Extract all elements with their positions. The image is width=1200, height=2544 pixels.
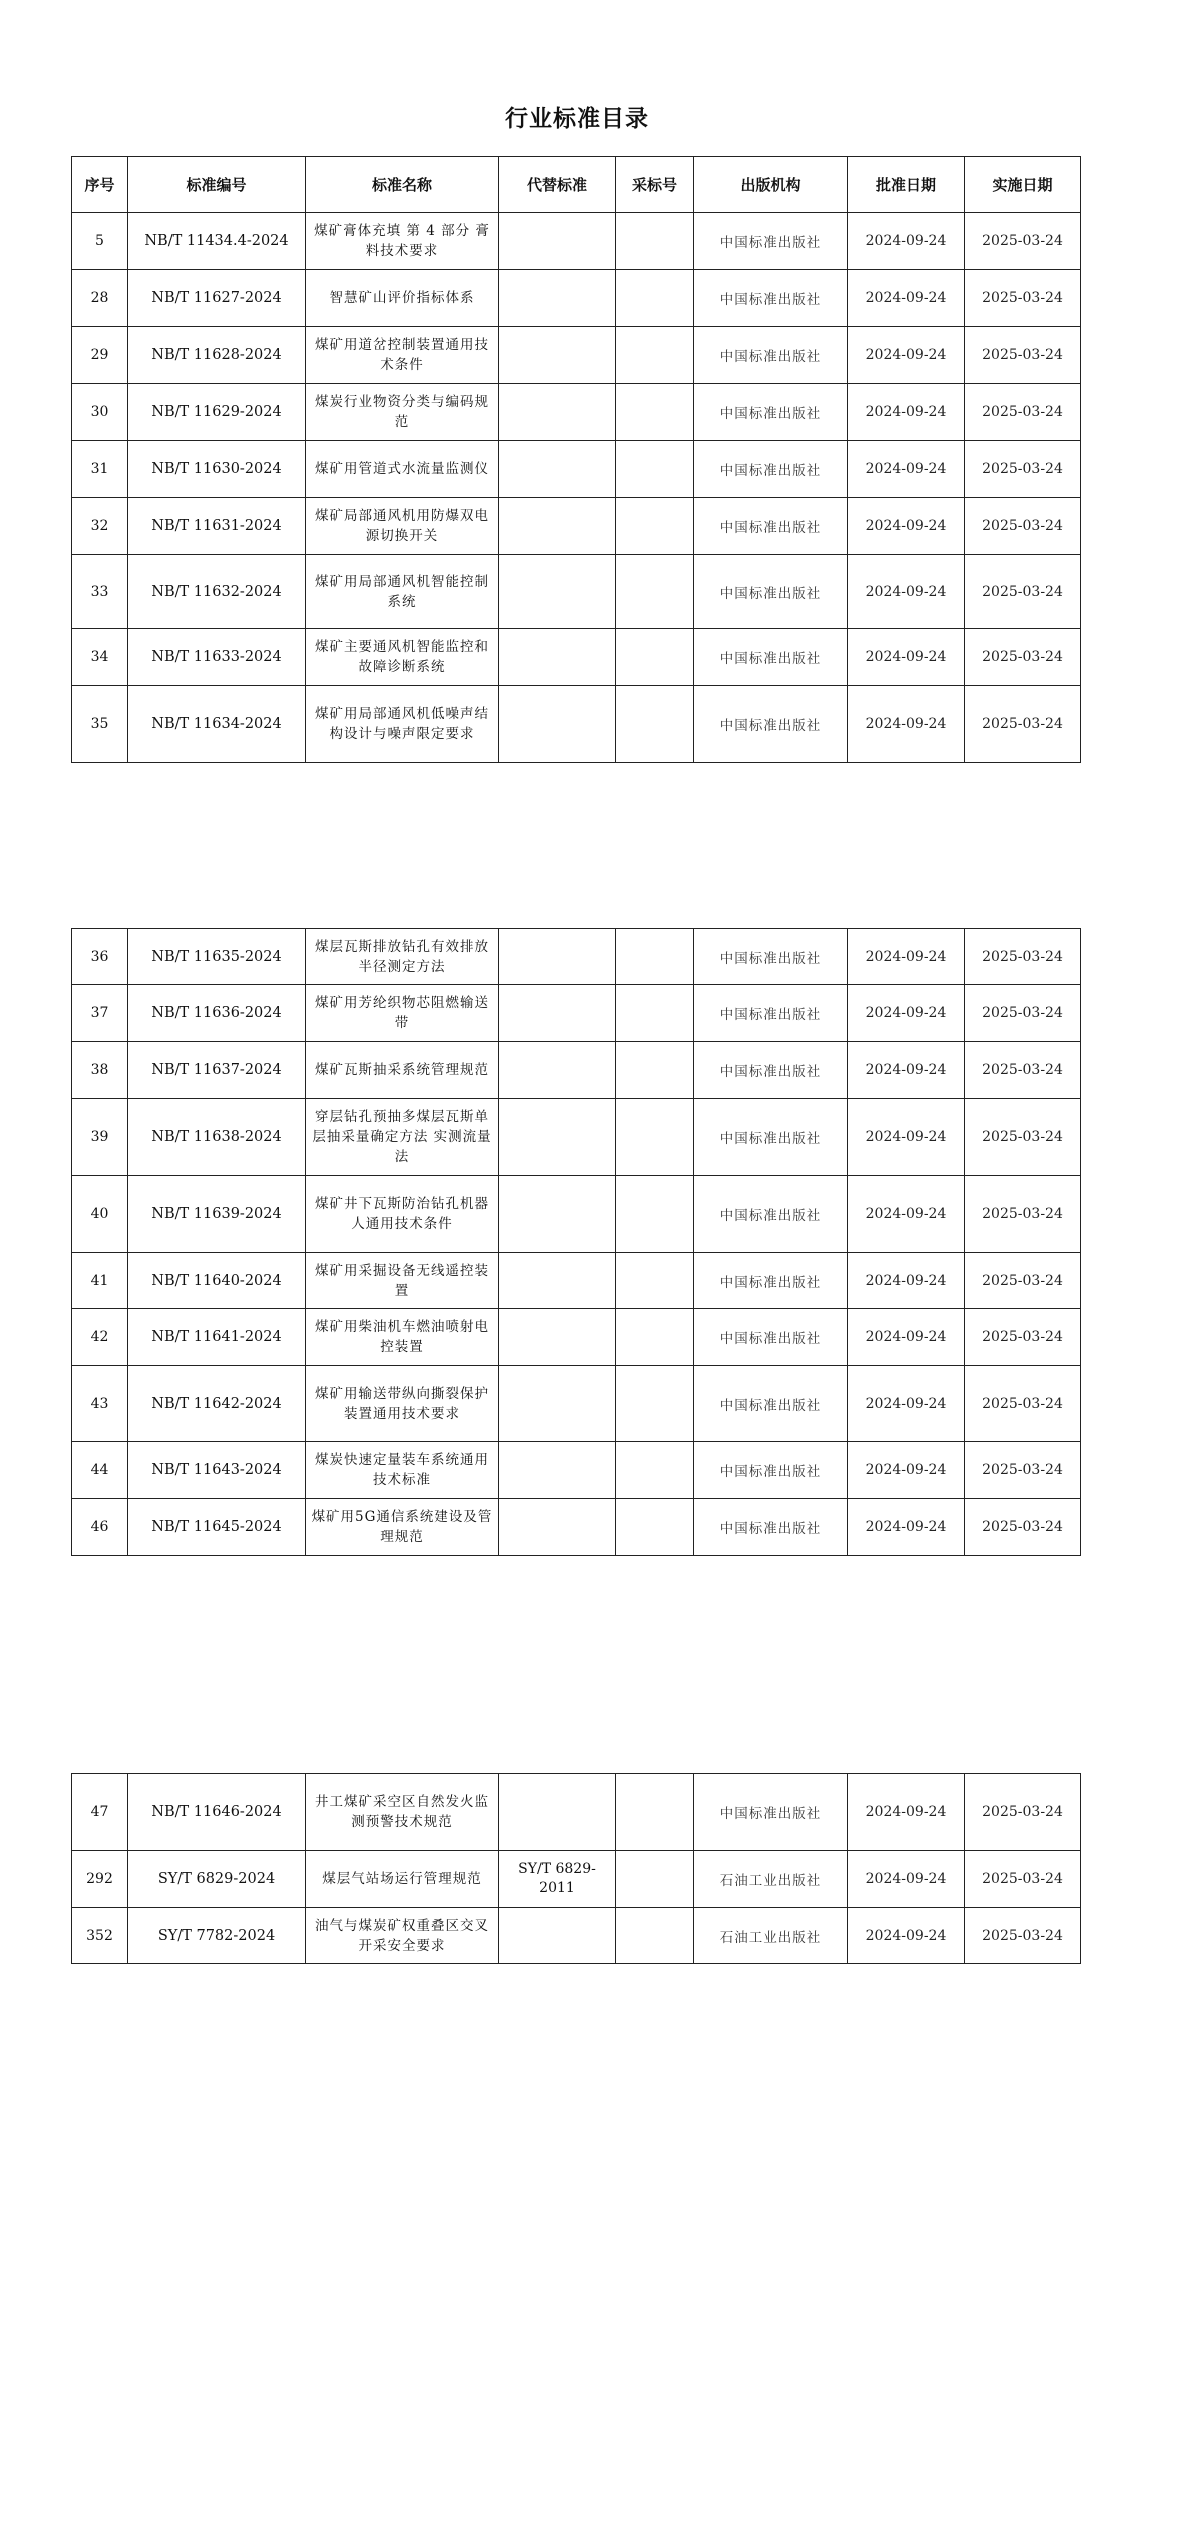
cell-replaces: [499, 270, 616, 327]
cell-publisher: 中国标准出版社: [694, 384, 848, 441]
cell-approve-date: 2024-09-24: [848, 213, 965, 270]
cell-code: NB/T 11632-2024: [128, 555, 306, 629]
cell-no: 32: [72, 498, 128, 555]
cell-replaces: [499, 498, 616, 555]
cell-approve-date: 2024-09-24: [848, 1099, 965, 1176]
table-row: [72, 629, 1081, 686]
cell-replaces: [499, 629, 616, 686]
cell-publisher: 中国标准出版社: [694, 686, 848, 763]
cell-replaces: SY/T 6829-2011: [499, 1851, 616, 1908]
standards-table-2: [71, 928, 1081, 1556]
cell-replaces: [499, 686, 616, 763]
cell-no: 33: [72, 555, 128, 629]
cell-no: 46: [72, 1499, 128, 1556]
cell-approve-date: 2024-09-24: [848, 1499, 965, 1556]
cell-name: 煤矿用输送带纵向撕裂保护装置通用技术要求: [306, 1366, 499, 1442]
cell-adopt: [616, 985, 694, 1042]
cell-replaces: [499, 327, 616, 384]
table-row: [72, 1099, 1081, 1176]
cell-code: NB/T 11646-2024: [128, 1774, 306, 1851]
cell-code: NB/T 11631-2024: [128, 498, 306, 555]
cell-code: SY/T 7782-2024: [128, 1908, 306, 1964]
cell-replaces: [499, 441, 616, 498]
cell-approve-date: 2024-09-24: [848, 327, 965, 384]
cell-replaces: [499, 1099, 616, 1176]
header-adopt: 采标号: [616, 157, 694, 213]
cell-approve-date: 2024-09-24: [848, 1309, 965, 1366]
cell-code: NB/T 11627-2024: [128, 270, 306, 327]
cell-no: 28: [72, 270, 128, 327]
header-effective-date: 实施日期: [965, 157, 1081, 213]
cell-adopt: [616, 1309, 694, 1366]
cell-name: 煤矿用采掘设备无线遥控装置: [306, 1253, 499, 1309]
cell-effective-date: 2025-03-24: [965, 1851, 1081, 1908]
page-title: 行业标准目录: [505, 105, 649, 132]
cell-name: 煤矿用局部通风机低噪声结构设计与噪声限定要求: [306, 686, 499, 763]
cell-code: NB/T 11638-2024: [128, 1099, 306, 1176]
table-row: [72, 384, 1081, 441]
cell-code: NB/T 11636-2024: [128, 985, 306, 1042]
cell-name: 煤矿局部通风机用防爆双电源切换开关: [306, 498, 499, 555]
cell-approve-date: 2024-09-24: [848, 1851, 965, 1908]
cell-no: 292: [72, 1851, 128, 1908]
cell-code: NB/T 11637-2024: [128, 1042, 306, 1099]
table-row: [72, 1851, 1081, 1908]
cell-effective-date: 2025-03-24: [965, 1309, 1081, 1366]
cell-no: 39: [72, 1099, 128, 1176]
cell-code: NB/T 11640-2024: [128, 1253, 306, 1309]
cell-replaces: [499, 1774, 616, 1851]
cell-name: 油气与煤炭矿权重叠区交叉开采安全要求: [306, 1908, 499, 1964]
cell-code: NB/T 11643-2024: [128, 1442, 306, 1499]
cell-publisher: 中国标准出版社: [694, 629, 848, 686]
cell-approve-date: 2024-09-24: [848, 498, 965, 555]
cell-publisher: 中国标准出版社: [694, 1176, 848, 1253]
cell-name: 煤炭快速定量装车系统通用技术标准: [306, 1442, 499, 1499]
cell-replaces: [499, 1499, 616, 1556]
cell-adopt: [616, 1774, 694, 1851]
cell-adopt: [616, 1253, 694, 1309]
cell-approve-date: 2024-09-24: [848, 1253, 965, 1309]
table-row: [72, 985, 1081, 1042]
cell-publisher: 中国标准出版社: [694, 1099, 848, 1176]
cell-publisher: 中国标准出版社: [694, 985, 848, 1042]
cell-publisher: 中国标准出版社: [694, 441, 848, 498]
cell-code: NB/T 11628-2024: [128, 327, 306, 384]
cell-adopt: [616, 1176, 694, 1253]
cell-effective-date: 2025-03-24: [965, 1099, 1081, 1176]
cell-code: NB/T 11645-2024: [128, 1499, 306, 1556]
table-row: [72, 498, 1081, 555]
cell-replaces: [499, 384, 616, 441]
cell-effective-date: 2025-03-24: [965, 441, 1081, 498]
cell-publisher: 中国标准出版社: [694, 270, 848, 327]
table-row: [72, 1908, 1081, 1964]
cell-adopt: [616, 929, 694, 985]
cell-replaces: [499, 1442, 616, 1499]
cell-approve-date: 2024-09-24: [848, 555, 965, 629]
cell-effective-date: 2025-03-24: [965, 555, 1081, 629]
cell-replaces: [499, 1366, 616, 1442]
table-row: [72, 1309, 1081, 1366]
cell-replaces: [499, 1908, 616, 1964]
cell-adopt: [616, 327, 694, 384]
cell-effective-date: 2025-03-24: [965, 327, 1081, 384]
cell-adopt: [616, 1099, 694, 1176]
cell-no: 38: [72, 1042, 128, 1099]
cell-publisher: 中国标准出版社: [694, 327, 848, 384]
cell-code: NB/T 11641-2024: [128, 1309, 306, 1366]
cell-effective-date: 2025-03-24: [965, 270, 1081, 327]
cell-name: 煤矿用芳纶织物芯阻燃输送带: [306, 985, 499, 1042]
table-row: [72, 270, 1081, 327]
cell-name: 穿层钻孔预抽多煤层瓦斯单层抽采量确定方法 实测流量法: [306, 1099, 499, 1176]
cell-code: NB/T 11639-2024: [128, 1176, 306, 1253]
cell-approve-date: 2024-09-24: [848, 270, 965, 327]
table-row: [72, 1366, 1081, 1442]
cell-adopt: [616, 1499, 694, 1556]
cell-code: NB/T 11642-2024: [128, 1366, 306, 1442]
cell-publisher: 中国标准出版社: [694, 1366, 848, 1442]
cell-adopt: [616, 1366, 694, 1442]
cell-approve-date: 2024-09-24: [848, 1042, 965, 1099]
cell-no: 29: [72, 327, 128, 384]
cell-effective-date: 2025-03-24: [965, 1253, 1081, 1309]
cell-code: SY/T 6829-2024: [128, 1851, 306, 1908]
cell-replaces: [499, 985, 616, 1042]
cell-effective-date: 2025-03-24: [965, 629, 1081, 686]
cell-name: 煤层瓦斯排放钻孔有效排放半径测定方法: [306, 929, 499, 985]
cell-no: 34: [72, 629, 128, 686]
cell-no: 30: [72, 384, 128, 441]
cell-publisher: 中国标准出版社: [694, 1442, 848, 1499]
table-row: [72, 929, 1081, 985]
cell-approve-date: 2024-09-24: [848, 686, 965, 763]
cell-replaces: [499, 213, 616, 270]
cell-publisher: 石油工业出版社: [694, 1908, 848, 1964]
cell-adopt: [616, 270, 694, 327]
cell-name: 煤矿用局部通风机智能控制系统: [306, 555, 499, 629]
cell-effective-date: 2025-03-24: [965, 1908, 1081, 1964]
header-no: 序号: [72, 157, 128, 213]
cell-publisher: 中国标准出版社: [694, 555, 848, 629]
cell-approve-date: 2024-09-24: [848, 441, 965, 498]
cell-name: 煤矿膏体充填 第 4 部分 膏料技术要求: [306, 213, 499, 270]
cell-name: 煤层气站场运行管理规范: [306, 1851, 499, 1908]
cell-no: 5: [72, 213, 128, 270]
cell-replaces: [499, 555, 616, 629]
table-row: [72, 1442, 1081, 1499]
cell-effective-date: 2025-03-24: [965, 929, 1081, 985]
cell-publisher: 中国标准出版社: [694, 1253, 848, 1309]
cell-name: 智慧矿山评价指标体系: [306, 270, 499, 327]
cell-approve-date: 2024-09-24: [848, 1176, 965, 1253]
cell-no: 47: [72, 1774, 128, 1851]
cell-no: 36: [72, 929, 128, 985]
cell-publisher: 中国标准出版社: [694, 498, 848, 555]
cell-effective-date: 2025-03-24: [965, 1442, 1081, 1499]
cell-adopt: [616, 384, 694, 441]
cell-effective-date: 2025-03-24: [965, 1176, 1081, 1253]
header-approve-date: 批准日期: [848, 157, 965, 213]
cell-name: 煤矿用柴油机车燃油喷射电控装置: [306, 1309, 499, 1366]
standards-table-3: [71, 1773, 1081, 1964]
cell-effective-date: 2025-03-24: [965, 686, 1081, 763]
cell-adopt: [616, 498, 694, 555]
cell-effective-date: 2025-03-24: [965, 213, 1081, 270]
cell-replaces: [499, 1253, 616, 1309]
cell-adopt: [616, 629, 694, 686]
table-row: [72, 441, 1081, 498]
table-row: [72, 1253, 1081, 1309]
cell-approve-date: 2024-09-24: [848, 1908, 965, 1964]
cell-replaces: [499, 929, 616, 985]
cell-name: 煤矿井下瓦斯防治钻孔机器人通用技术条件: [306, 1176, 499, 1253]
cell-replaces: [499, 1042, 616, 1099]
cell-approve-date: 2024-09-24: [848, 1774, 965, 1851]
cell-publisher: 中国标准出版社: [694, 1774, 848, 1851]
table-row: [72, 1176, 1081, 1253]
cell-effective-date: 2025-03-24: [965, 498, 1081, 555]
cell-no: 31: [72, 441, 128, 498]
cell-code: NB/T 11635-2024: [128, 929, 306, 985]
cell-effective-date: 2025-03-24: [965, 1042, 1081, 1099]
table-row: [72, 555, 1081, 629]
table-row: [72, 213, 1081, 270]
cell-no: 40: [72, 1176, 128, 1253]
cell-name: 煤矿主要通风机智能监控和故障诊断系统: [306, 629, 499, 686]
cell-no: 41: [72, 1253, 128, 1309]
cell-adopt: [616, 1442, 694, 1499]
header-name: 标准名称: [306, 157, 499, 213]
cell-adopt: [616, 441, 694, 498]
cell-no: 43: [72, 1366, 128, 1442]
cell-adopt: [616, 1851, 694, 1908]
header-replaces: 代替标准: [499, 157, 616, 213]
cell-name: 煤矿用管道式水流量监测仪: [306, 441, 499, 498]
cell-publisher: 中国标准出版社: [694, 1309, 848, 1366]
cell-name: 煤矿瓦斯抽采系统管理规范: [306, 1042, 499, 1099]
cell-publisher: 石油工业出版社: [694, 1851, 848, 1908]
table-header: [72, 157, 1081, 213]
cell-adopt: [616, 686, 694, 763]
cell-adopt: [616, 1042, 694, 1099]
cell-effective-date: 2025-03-24: [965, 384, 1081, 441]
table-row: [72, 1042, 1081, 1099]
cell-effective-date: 2025-03-24: [965, 1499, 1081, 1556]
cell-name: 煤矿用5G通信系统建设及管理规范: [306, 1499, 499, 1556]
header-publisher: 出版机构: [694, 157, 848, 213]
cell-code: NB/T 11629-2024: [128, 384, 306, 441]
cell-name: 煤炭行业物资分类与编码规范: [306, 384, 499, 441]
cell-code: NB/T 11434.4-2024: [128, 213, 306, 270]
cell-adopt: [616, 555, 694, 629]
cell-publisher: 中国标准出版社: [694, 213, 848, 270]
cell-effective-date: 2025-03-24: [965, 1366, 1081, 1442]
cell-no: 42: [72, 1309, 128, 1366]
cell-approve-date: 2024-09-24: [848, 629, 965, 686]
header-code: 标准编号: [128, 157, 306, 213]
cell-approve-date: 2024-09-24: [848, 929, 965, 985]
table-row: [72, 327, 1081, 384]
cell-approve-date: 2024-09-24: [848, 1366, 965, 1442]
cell-no: 352: [72, 1908, 128, 1964]
cell-approve-date: 2024-09-24: [848, 1442, 965, 1499]
cell-no: 37: [72, 985, 128, 1042]
table-row: [72, 1774, 1081, 1851]
cell-publisher: 中国标准出版社: [694, 929, 848, 985]
cell-adopt: [616, 1908, 694, 1964]
cell-adopt: [616, 213, 694, 270]
table-row: [72, 1499, 1081, 1556]
cell-code: NB/T 11633-2024: [128, 629, 306, 686]
cell-name: 井工煤矿采空区自然发火监测预警技术规范: [306, 1774, 499, 1851]
cell-effective-date: 2025-03-24: [965, 1774, 1081, 1851]
cell-name: 煤矿用道岔控制装置通用技术条件: [306, 327, 499, 384]
cell-replaces: [499, 1309, 616, 1366]
cell-code: NB/T 11634-2024: [128, 686, 306, 763]
cell-no: 35: [72, 686, 128, 763]
standards-table-1: [71, 156, 1081, 763]
cell-code: NB/T 11630-2024: [128, 441, 306, 498]
cell-replaces: [499, 1176, 616, 1253]
cell-effective-date: 2025-03-24: [965, 985, 1081, 1042]
cell-publisher: 中国标准出版社: [694, 1042, 848, 1099]
cell-publisher: 中国标准出版社: [694, 1499, 848, 1556]
table-row: [72, 686, 1081, 763]
cell-approve-date: 2024-09-24: [848, 985, 965, 1042]
cell-approve-date: 2024-09-24: [848, 384, 965, 441]
cell-no: 44: [72, 1442, 128, 1499]
